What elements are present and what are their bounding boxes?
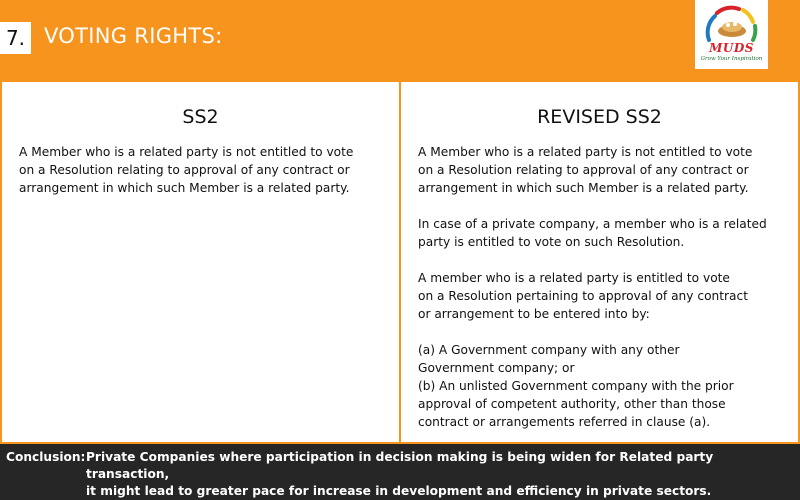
muds-logo [695,0,768,69]
ss2-paragraph: A Member who is a related party is not entitled to vote on a Resolution relating to approval of any contract or arrangement in which such Member is a related party. [19,145,354,195]
revised-ss2-paragraph: A member who is a related party is entitled to vote on a Resolution pertaining to approval of any contract or arrangement to be entered into by: [418,271,748,321]
conclusion-bar [0,444,800,500]
logo-tagline: Grow Your Inspiration [700,56,763,62]
slide-header [0,0,800,82]
revised-ss2-heading: REVISED SS2 [537,106,662,128]
revised-ss2-column [399,82,800,444]
ss2-body [19,143,389,197]
revised-ss2-body [418,143,788,431]
slide-number: 7. [0,22,31,54]
slide-title: VOTING RIGHTS: [44,24,223,48]
revised-ss2-paragraph: (a) A Government company with any other Government company; or (b) An unlisted Government company with the prior approval of competent authority, other than those contract or arrangements referred in clause (a). [418,343,734,429]
revised-ss2-paragraph: In case of a private company, a member who is a related party is entitled to vote on such Resolution. [418,217,767,249]
ss2-column [0,82,401,444]
revised-ss2-paragraph: A Member who is a related party is not entitled to vote on a Resolution relating to approval of any contract or arrangement in which such Member is a related party. [418,145,753,195]
conclusion-label: Conclusion: [6,450,86,464]
conclusion-text: Private Companies where participation in decision making is being widen for Related party transaction, it might lead to greater pace for increase in development and efficiency in private sectors. [86,450,714,498]
logo-brand-text: MUDS [709,41,754,55]
ss2-heading: SS2 [182,106,219,128]
